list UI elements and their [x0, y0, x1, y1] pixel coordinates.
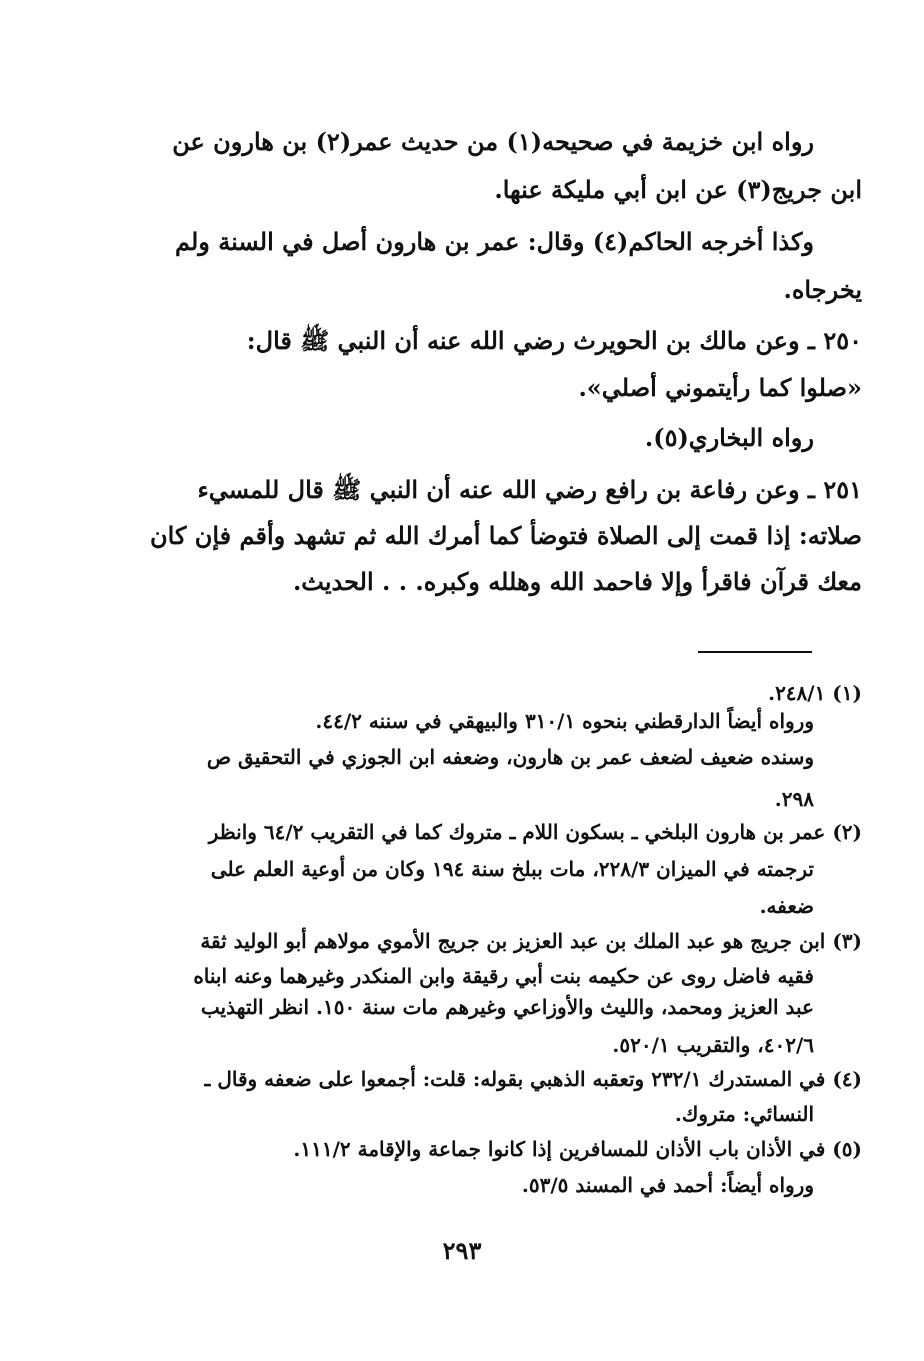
body-line: صلاته: إذا قمت إلى الصلاة فتوضأ كما أمرك الله ثم تشهد وأقم فإن كان — [150, 521, 862, 550]
footnote-line: ورواه أيضاً الدارقطني بنحوه ٣١٠/١ والبيهقي في سننه ٤٤/٢. — [315, 709, 814, 733]
footnote-line: (٥) في الأذان باب الأذان للمسافرين إذا كانوا جماعة والإقامة ١١١/٢. — [293, 1137, 862, 1161]
footnote-line: فقيه فاضل روى عن حكيمه بنت أبي رقيقة وابن المنكدر وغيرهما وعنه ابناه — [193, 964, 814, 988]
footnote-line: النسائي: متروك. — [674, 1102, 814, 1126]
hadith-251: ٢٥١ ـ وعن رفاعة بن رافع رضي الله عنه أن النبي ﷺ قال للمسيء — [197, 475, 862, 504]
body-line: «صلوا كما رأيتموني أصلي». — [578, 373, 862, 402]
footnote-line: ترجمته في الميزان ٢٢٨/٣، مات ببلخ سنة ١٩٤ وكان من أوعية العلم على — [210, 857, 814, 881]
footnote-separator — [698, 651, 812, 653]
hadith-250: ٢٥٠ ـ وعن مالك بن الحويرث رضي الله عنه أن النبي ﷺ قال: — [246, 326, 862, 355]
body-line: رواه البخاري(٥). — [644, 423, 814, 452]
body-line: رواه ابن خزيمة في صحيحه(١) من حديث عمر(٢) بن هارون عن — [172, 127, 814, 156]
body-line: يخرجاه. — [783, 275, 862, 304]
footnote-line: ٢٩٨. — [774, 787, 814, 811]
footnote-line: (٢) عمر بن هارون البلخي ـ بسكون اللام ـ متروك كما في التقريب ٦٤/٢ وانظر — [208, 820, 862, 844]
footnote-line: (١) ٢٤٨/١. — [768, 681, 862, 705]
footnote-line: ٤٠٢/٦، والتقريب ٥٢٠/١. — [612, 1033, 814, 1057]
footnote-line: (٣) ابن جريج هو عبد الملك بن عبد العزيز بن جريج الأموي مولاهم أبو الوليد ثقة — [200, 929, 862, 953]
body-line: معك قرآن فاقرأ وإلا فاحمد الله وهلله وكبره. . . الحديث. — [292, 567, 862, 596]
page-number: ٢٩٣ — [442, 1236, 482, 1265]
footnote-line: (٤) في المستدرك ٢٣٢/١ وتعقبه الذهبي بقوله: قلت: أجمعوا على ضعفه وقال ـ — [204, 1067, 862, 1091]
footnote-line: عبد العزيز ومحمد، والليث والأوزاعي وغيرهم مات سنة ١٥٠. انظر التهذيب — [200, 995, 814, 1019]
body-line: وكذا أخرجه الحاكم(٤) وقال: عمر بن هارون أصل في السنة ولم — [175, 227, 814, 256]
footnote-line: ضعفه. — [759, 894, 814, 918]
footnote-line: وسنده ضعيف لضعف عمر بن هارون، وضعفه ابن الجوزي في التحقيق ص — [206, 745, 814, 769]
footnote-line: ورواه أيضاً: أحمد في المسند ٥٣/٥. — [521, 1173, 814, 1197]
body-line: ابن جريج(٣) عن ابن أبي مليكة عنها. — [494, 175, 862, 204]
